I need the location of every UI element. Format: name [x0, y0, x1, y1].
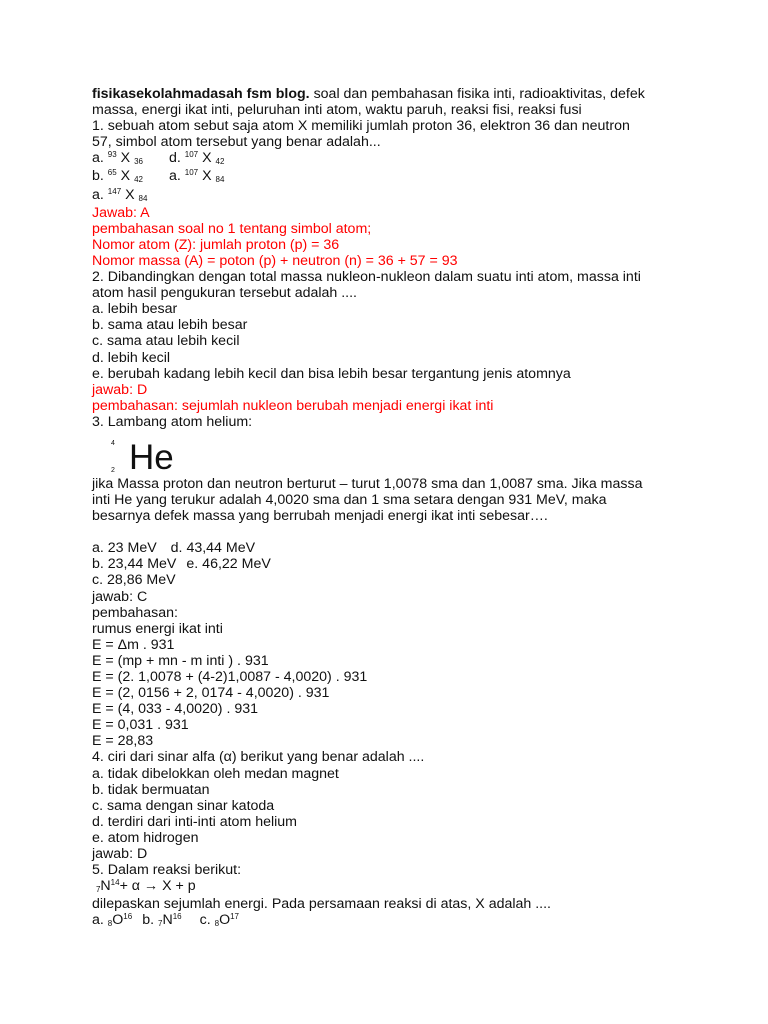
- q3-explanation-line: E = 0,031 . 931: [92, 717, 189, 734]
- q5-option-number: 7: [158, 919, 163, 929]
- q5-option-symbol: O: [219, 912, 231, 929]
- q4-option: a. tidak dibelokkan oleh medan magnet: [92, 765, 339, 782]
- blog-name: fisikasekolahmadasah fsm blog.: [92, 86, 310, 102]
- q4-text-line-1: 4. ciri dari sinar alfa (α) berikut yang benar adalah ....: [92, 749, 425, 766]
- q5-text-line-2: dilepaskan sejumlah energi. Pada persamaan reaksi di atas, X adalah ....: [92, 896, 552, 913]
- q1-option-label: b.: [92, 168, 104, 185]
- q1-option-label: d.: [168, 150, 181, 167]
- q1-option-symbol: X: [120, 168, 131, 185]
- helium-symbol: [92, 430, 692, 476]
- q3-option-c: c. 28,86 MeV: [92, 572, 176, 589]
- q5-option-number: 8: [214, 919, 220, 929]
- q4-option: e. atom hidrogen: [92, 829, 199, 846]
- q3-body-line: inti He yang terukur adalah 4,0020 sma dan 1 sma setara dengan 931 MeV, maka: [92, 492, 607, 509]
- q1-option-label: a.: [168, 168, 181, 185]
- reaction-mass-number: 14: [110, 878, 120, 888]
- q5-option-label: c.: [199, 912, 211, 929]
- q1-option-label: a.: [92, 150, 104, 167]
- q2-option: a. lebih besar: [92, 301, 178, 318]
- q1-answer: Jawab: A: [92, 204, 150, 221]
- q1-option-symbol: X: [120, 150, 131, 167]
- helium-atomic-number: 2: [111, 466, 115, 474]
- q2-option: b. sama atau lebih besar: [92, 317, 248, 334]
- q3-explanation-line: E = (2. 1,0078 + (4-2)1,0087 - 4,0020) . 931: [92, 669, 368, 685]
- q3-option-a: a. 23 MeV: [92, 540, 157, 557]
- q2-option: c. sama atau lebih kecil: [92, 333, 240, 350]
- q3-options-row-2: [92, 556, 692, 572]
- q3-explanation-line: E = 28,83: [92, 733, 154, 750]
- reaction-rest: + α → X + p: [119, 878, 196, 895]
- q3-answer: jawab: C: [92, 588, 148, 605]
- q5-option-label: a.: [92, 912, 104, 929]
- q4-option: b. tidak bermuatan: [92, 781, 210, 798]
- q3-explanation-line: E = (4, 033 - 4,0020) . 931: [92, 701, 259, 718]
- intro-line-2: massa, energi ikat inti, peluruhan inti atom, waktu paruh, reaksi fisi, reaksi fusi: [92, 102, 582, 119]
- reaction-symbol: N: [100, 878, 111, 895]
- intro-text: soal dan pembahasan fisika inti, radioaktivitas, defek: [309, 86, 645, 102]
- q2-answer: jawab: D: [92, 381, 148, 398]
- q1-option-mass: 147: [107, 186, 122, 196]
- q5-option-symbol: O: [112, 912, 124, 929]
- q2-explanation: pembahasan: sejumlah nukleon berubah menjadi energi ikat inti: [92, 397, 494, 414]
- q3-explanation-line: pembahasan:: [92, 604, 178, 621]
- q4-option: d. terdiri dari inti-inti atom helium: [92, 813, 298, 830]
- q1-option-number: 42: [134, 175, 143, 185]
- q1-options-row-3: [92, 187, 692, 205]
- q5-option-mass: 16: [172, 912, 182, 922]
- q1-option-symbol: X: [125, 186, 135, 203]
- q1-option-number: 84: [138, 193, 148, 203]
- q5-option-label: b.: [142, 912, 155, 929]
- intro-line-1: [92, 86, 692, 102]
- q1-option-label: a.: [92, 186, 104, 203]
- q5-reaction: [92, 878, 692, 896]
- q1-text-line-2: 57, simbol atom tersebut yang benar adalah...: [92, 134, 381, 151]
- q3-text-line-1: 3. Lambang atom helium:: [92, 413, 253, 430]
- q2-text-line-1: 2. Dibandingkan dengan total massa nukleon-nukleon dalam suatu inti atom, massa inti: [92, 269, 641, 286]
- q5-option-mass: 17: [230, 912, 240, 922]
- q1-option-mass: 93: [107, 150, 117, 160]
- q2-option: d. lebih kecil: [92, 349, 171, 366]
- reaction-atomic-number: 7: [95, 885, 101, 895]
- q1-explanation-line: pembahasan soal no 1 tentang simbol atom;: [92, 220, 372, 237]
- q5-options-row: [92, 912, 692, 930]
- q4-option: c. sama dengan sinar katoda: [92, 797, 275, 814]
- q2-text-line-2: atom hasil pengukuran tersebut adalah ....: [92, 285, 358, 302]
- q2-option: e. berubah kadang lebih kecil dan bisa lebih besar tergantung jenis atomnya: [92, 365, 571, 382]
- q1-option-number: 42: [215, 157, 225, 167]
- q5-option-symbol: N: [162, 912, 173, 929]
- q3-option-d: d. 43,44 MeV: [170, 540, 256, 557]
- q3-option-e: e. 46,22 MeV: [186, 556, 271, 573]
- q3-explanation-line: E = (2, 0156 + 2, 0174 - 4,0020) . 931: [92, 685, 330, 702]
- q1-explanation-line: Nomor atom (Z): jumlah proton (p) = 36: [92, 236, 340, 253]
- q1-option-mass: 107: [184, 168, 199, 178]
- q1-text-line-1: 1. sebuah atom sebut saja atom X memiliki jumlah proton 36, elektron 36 dan neutron: [92, 118, 630, 135]
- q3-explanation-line: E = Δm . 931: [92, 636, 175, 653]
- helium-mass-number: 4: [111, 439, 115, 447]
- q1-option-mass: 65: [107, 168, 117, 178]
- q1-option-mass: 107: [184, 150, 199, 160]
- q1-option-symbol: X: [202, 150, 212, 167]
- q5-option-mass: 16: [123, 912, 133, 922]
- q1-option-symbol: X: [202, 168, 212, 185]
- helium-element-symbol: He: [129, 437, 174, 477]
- q1-options-row-1: [92, 150, 692, 168]
- q4-answer: jawab: D: [92, 846, 148, 863]
- q1-options-row-2: [92, 168, 692, 186]
- document-body: [92, 86, 692, 931]
- q3-option-b: b. 23,44 MeV: [92, 556, 177, 573]
- q5-text-line-1: 5. Dalam reaksi berikut:: [92, 862, 242, 879]
- q3-explanation-line: rumus energi ikat inti: [92, 620, 223, 637]
- q3-options-row-1: [92, 540, 692, 556]
- q3-body-line: jika Massa proton dan neutron berturut – turut 1,0078 sma dan 1,0087 sma. Jika massa: [92, 475, 643, 492]
- q1-option-number: 84: [215, 175, 225, 185]
- q1-option-number: 36: [134, 157, 143, 167]
- q3-explanation-line: E = (mp + mn - m inti ) . 931: [92, 652, 269, 669]
- q3-body-line: besarnya defek massa yang berrubah menjadi energi ikat inti sebesar….: [92, 508, 548, 525]
- q5-option-number: 8: [107, 919, 113, 929]
- q1-explanation-line: Nomor massa (A) = poton (p) + neutron (n) = 36 + 57 = 93: [92, 252, 458, 269]
- blank-line: [92, 524, 692, 540]
